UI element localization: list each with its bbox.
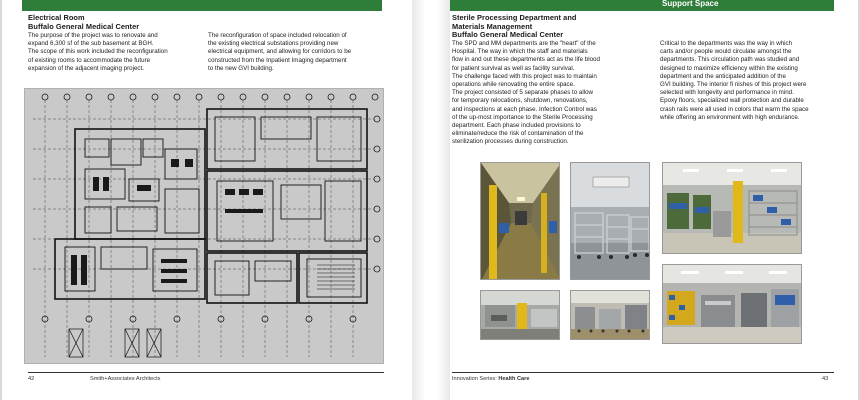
photo-work-area: [662, 264, 802, 344]
footer-series: [452, 376, 529, 383]
section-heading: [452, 14, 576, 40]
text-line: Epoxy floors, specialized wall protection and durable: [660, 97, 804, 105]
footer-series-label: Innovation Series:: [452, 376, 499, 382]
text-line: carts and/or people would circulate amongst the: [660, 48, 792, 56]
text-line: while offering an environment with high endurance.: [660, 113, 800, 121]
body-column-2: [208, 32, 388, 73]
text-line: department. Each phase included provisions to: [452, 122, 581, 130]
text-line: electrical equipment, and allowing for corridors to be: [208, 48, 352, 56]
heading-subtitle: Buffalo General Medical Center: [452, 30, 564, 40]
footer-page-number: 43: [822, 376, 829, 382]
text-line: for patient survival as well as facility survival.: [452, 64, 575, 72]
floor-plan-drawing: [24, 88, 384, 364]
text-line: The scope of this work included the reconfiguration: [28, 48, 168, 56]
text-line: of the up-most importance to the Sterile Processing: [452, 113, 593, 121]
floor-plan-svg: [25, 89, 384, 364]
footer-firm-name: Smith+Associates Architects: [90, 376, 161, 382]
right-page: [450, 0, 858, 400]
text-line: expand 6,300 sf of the sub basement at BGH.: [28, 40, 154, 48]
text-line: The challenge faced with this project was to maintain: [452, 72, 597, 80]
text-line: The purpose of the project was to renovate and: [28, 32, 158, 39]
text-line: crash rails were all used in colors that warm the space: [660, 105, 809, 113]
left-page: [2, 0, 412, 400]
text-line: and inspections at each phase. Infection Control was: [452, 105, 597, 113]
footer-series-topic: Health Care: [498, 376, 530, 382]
text-line: sterilization processes during construction.: [452, 138, 569, 146]
body-column-2: [660, 40, 840, 122]
text-line: The SPD and MM departments are the "heart" of the: [452, 40, 596, 47]
photo-shelving: [662, 162, 802, 254]
text-line: GVI building. The interior fi nishes of this project were: [660, 81, 807, 89]
body-column-1: [28, 32, 204, 73]
text-line: departments. This circulation path was studied and: [660, 56, 800, 64]
photo-wash-room: [480, 290, 560, 340]
text-line: constructed from the Inpatient Imaging department: [208, 56, 347, 64]
text-line: operations while renovating the entire space.: [452, 81, 575, 89]
photo-corridor: [480, 162, 560, 280]
text-line: designed to maximize efficiency within the existing: [660, 64, 798, 72]
header-color-bar: [22, 0, 382, 11]
text-line: the existing electrical substations providing new: [208, 40, 339, 48]
text-line: eliminate/reduce the risk of contamination of the: [452, 130, 584, 138]
text-line: The project consisted of 5 separate phases to allow: [452, 89, 594, 97]
section-heading: [28, 14, 139, 31]
text-line: Hospital. The way in which the staff and materials: [452, 48, 588, 56]
heading-title: Electrical Room: [28, 13, 85, 22]
text-line: The reconfiguration of space included relocation of: [208, 32, 347, 39]
header-color-bar: [450, 0, 656, 11]
section-tab: Support Space: [656, 0, 834, 11]
text-line: to the new GVI building.: [208, 64, 274, 72]
text-line: Critical to the departments was the way in which: [660, 40, 793, 47]
text-line: flow in and out these departments act as the life blood: [452, 56, 600, 64]
text-line: expansion of the adjacent imaging project.: [28, 64, 144, 72]
heading-subtitle: Buffalo General Medical Center: [28, 21, 140, 31]
footer-rule: [28, 372, 384, 373]
footer-rule: [452, 372, 834, 373]
footer-page-number: 42: [28, 376, 35, 382]
text-line: of existing rooms to accommodate the future: [28, 56, 151, 64]
body-column-1: [452, 40, 636, 147]
text-line: department and the anticipated addition of the: [660, 72, 786, 80]
heading-title: Sterile Processing Department and: [452, 13, 577, 22]
photo-stainless-carts: [570, 290, 650, 340]
heading-title-cont: Materials Management: [452, 21, 533, 31]
photo-cart-room: [570, 162, 650, 280]
book-gutter: [412, 0, 450, 400]
text-line: selected with longevity and performance in mind.: [660, 89, 794, 97]
text-line: for temporary relocations, shutdown, renovations,: [452, 97, 588, 105]
